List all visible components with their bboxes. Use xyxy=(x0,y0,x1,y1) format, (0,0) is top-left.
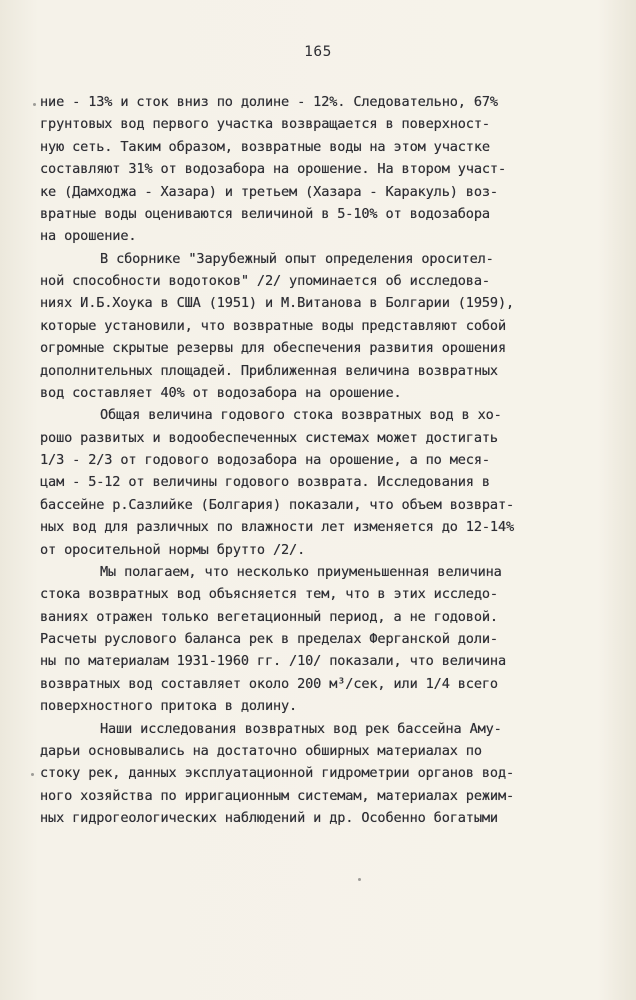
text-line: ных вод для различных по влажности лет изменяется до 12-14% xyxy=(40,519,515,536)
text-line: ной способности водотоков" /2/ упоминается об исследова- xyxy=(40,273,490,289)
text-line: Наши исследования возвратных вод рек бассейна Аму- xyxy=(100,720,502,737)
text-line: дарьи основывались на достаточно обширных материалах по xyxy=(40,742,482,759)
text-line: стоку рек, данных эксплуатационной гидрометрии органов вод- xyxy=(40,765,515,782)
text-line: Мы полагаем, что несколько приуменьшенная величина xyxy=(100,563,502,580)
paper-speck xyxy=(33,103,36,106)
paper-speck xyxy=(358,878,361,881)
text-line: В сборнике "Зарубежный опыт определения оросител- xyxy=(100,250,494,267)
text-line: на орошение. xyxy=(40,228,137,245)
text-line: ние - 13% и сток вниз по долине - 12%. Следовательно, 67% xyxy=(40,94,498,110)
text-line: которые установили, что возвратные воды представляют собой xyxy=(40,317,506,334)
text-line: ваниях отражен только вегетационный период, а не годовой. xyxy=(40,608,498,625)
text-line: Общая величина годового стока возвратных вод в хо- xyxy=(100,407,502,424)
text-line: рошо развитых и водообеспеченных системах может достигать xyxy=(40,429,498,446)
text-line: цам - 5-12 от величины годового возврата. Исследования в xyxy=(40,474,490,491)
text-line: бассейне р.Сазлийке (Болгария) показали, что объем возврат- xyxy=(40,496,515,513)
page-number: 165 xyxy=(304,44,332,60)
paper-speck xyxy=(31,773,34,776)
text-line: стока возвратных вод объясняется тем, что в этих исследо- xyxy=(40,586,498,603)
body-text xyxy=(40,91,600,829)
text-line: ниях И.Б.Хоука в США (1951) и М.Витанова в Болгарии (1959), xyxy=(40,295,515,312)
text-line: ного хозяйства по ирригационным системам, материалах режим- xyxy=(40,787,515,804)
text-line: ке (Дамходжа - Хазара) и третьем (Хазара - Каракуль) воз- xyxy=(40,183,498,200)
text-line: дополнительных площадей. Приближенная величина возвратных xyxy=(40,362,498,379)
text-line: ных гидрогеологических наблюдений и др. Особенно богатыми xyxy=(40,810,498,826)
text-line: ную сеть. Таким образом, возвратные воды на этом участке xyxy=(40,138,490,155)
text-line: составляют 31% от водозабора на орошение. На втором участ- xyxy=(40,161,506,178)
text-line: от оросительной нормы брутто /2/. xyxy=(40,541,306,558)
text-line: огромные скрытые резервы для обеспечения развития орошения xyxy=(40,340,506,357)
text-line: ны по материалам 1931-1960 гг. /10/ показали, что величина xyxy=(40,653,506,670)
text-line: возвратных вод составляет около 200 м³/сек, или 1/4 всего xyxy=(40,675,498,692)
text-line: вратные воды оцениваются величиной в 5-10% от водозабора xyxy=(40,205,490,222)
text-line: поверхностного притока в долину. xyxy=(40,698,298,715)
text-line: вод составляет 40% от водозабора на орошение. xyxy=(40,384,402,401)
text-line: 1/3 - 2/3 от годового водозабора на орошение, а по меся- xyxy=(40,452,490,468)
text-line: грунтовых вод первого участка возвращается в поверхност- xyxy=(40,116,490,133)
text-line: Расчеты руслового баланса рек в пределах Ферганской доли- xyxy=(40,631,498,647)
